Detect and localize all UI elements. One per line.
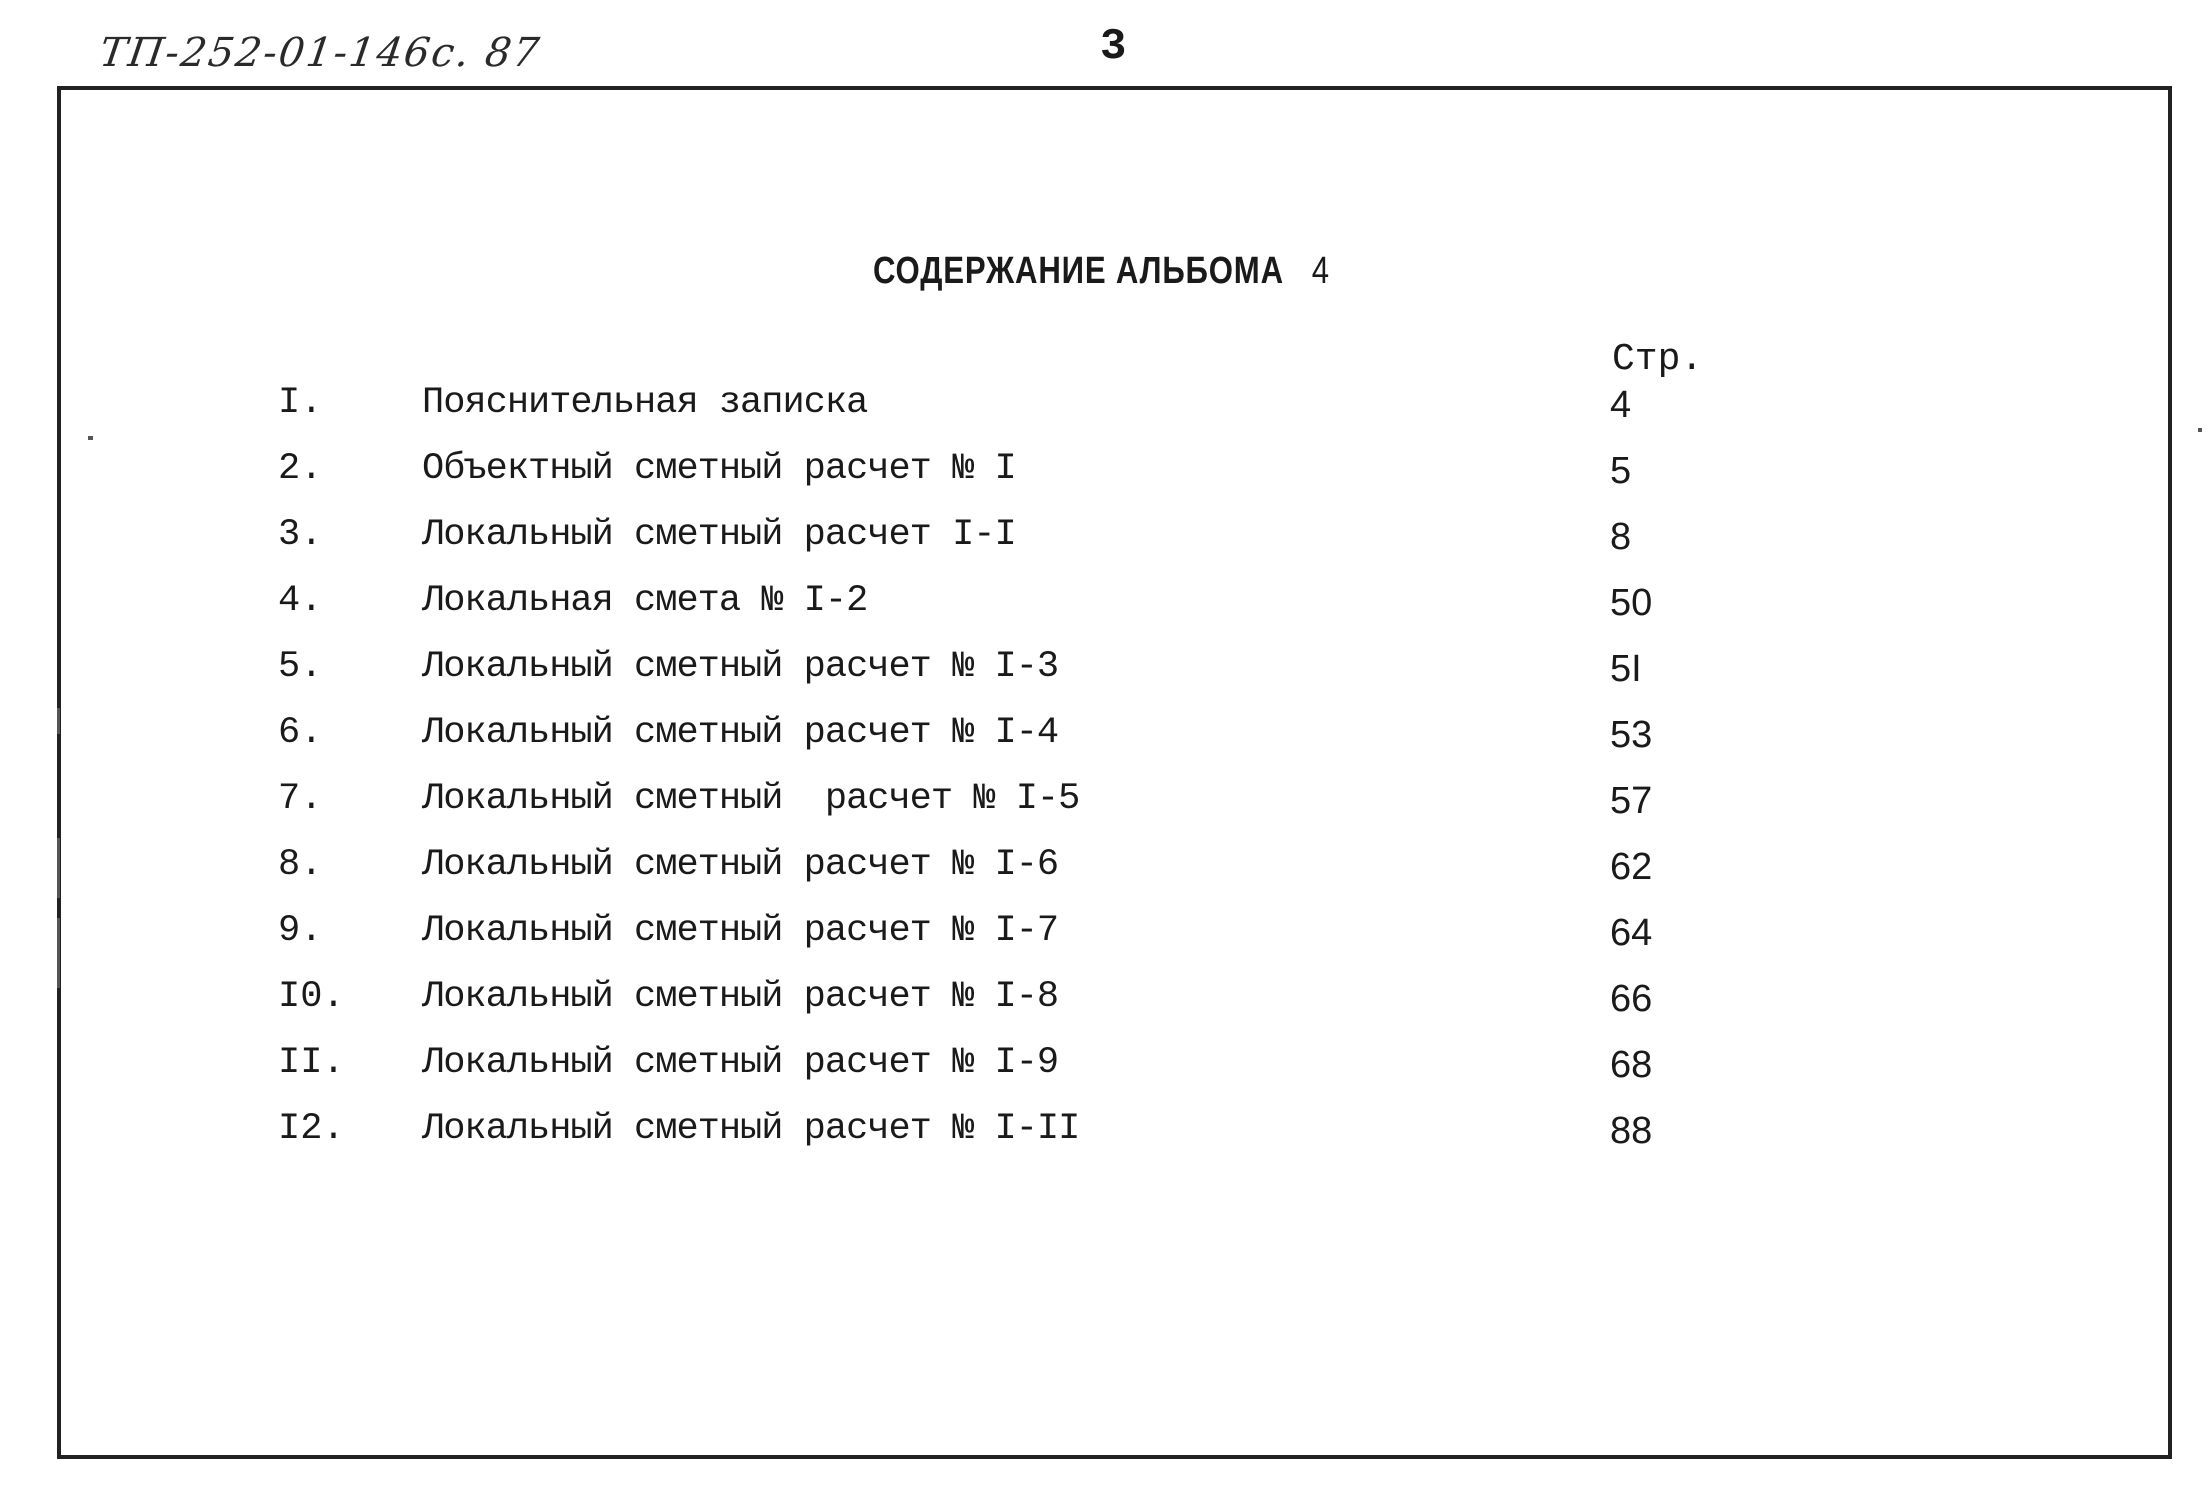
toc-item-number: 2. — [278, 448, 323, 490]
toc-item-page: 50 — [1610, 582, 1653, 624]
toc-row — [0, 580, 2212, 640]
toc-row — [0, 448, 2212, 508]
contents-title — [873, 250, 1330, 293]
toc-item-title: Локальный сметный расчет № I-5 — [422, 778, 1080, 820]
scan-mark — [57, 918, 60, 988]
toc-item-page: 5I — [1610, 648, 1642, 690]
toc-item-page: 68 — [1610, 1044, 1653, 1086]
toc-item-title: Локальный сметный расчет № I-6 — [422, 844, 1059, 886]
toc-item-page: 66 — [1610, 978, 1653, 1020]
toc-row — [0, 1042, 2212, 1102]
toc-item-page: 62 — [1610, 846, 1653, 888]
toc-item-page: 64 — [1610, 912, 1653, 954]
toc-item-number: 3. — [278, 514, 323, 556]
toc-item-number: 4. — [278, 580, 323, 622]
toc-item-title: Локальный сметный расчет I-I — [422, 514, 1016, 556]
toc-row — [0, 1108, 2212, 1168]
contents-title-text: СОДЕРЖАНИЕ АЛЬБОМА — [873, 250, 1284, 292]
scan-mark — [57, 838, 60, 898]
toc-item-number: 7. — [278, 778, 323, 820]
scan-mark — [2198, 428, 2202, 432]
toc-item-title: Пояснительная записка — [422, 382, 868, 424]
toc-row — [0, 910, 2212, 970]
toc-item-number: II. — [278, 1042, 345, 1084]
toc-item-title: Локальный сметный расчет № I-4 — [422, 712, 1059, 754]
toc-item-title: Локальный сметный расчет № I-9 — [422, 1042, 1059, 1084]
toc-item-number: I2. — [278, 1108, 345, 1150]
toc-row — [0, 514, 2212, 574]
scan-mark — [57, 708, 60, 734]
toc-item-title: Локальный сметный расчет № I-7 — [422, 910, 1059, 952]
document-code: ТП-252-01-146с. 87 — [96, 30, 544, 76]
toc-item-page: 5 — [1610, 450, 1632, 492]
scan-mark — [88, 436, 93, 440]
toc-item-number: I0. — [278, 976, 345, 1018]
toc-item-page: 4 — [1610, 384, 1632, 426]
toc-item-number: 5. — [278, 646, 323, 688]
toc-item-number: 9. — [278, 910, 323, 952]
toc-row — [0, 712, 2212, 772]
toc-row — [0, 382, 2212, 442]
page-column-header: Стр. — [1612, 338, 1704, 381]
toc-row — [0, 778, 2212, 838]
toc-item-title: Объектный сметный расчет № I — [422, 448, 1016, 490]
toc-item-title: Локальный сметный расчет № I-II — [422, 1108, 1080, 1150]
toc-item-page: 88 — [1610, 1110, 1653, 1152]
toc-item-number: I. — [278, 382, 323, 424]
toc-item-page: 57 — [1610, 780, 1653, 822]
toc-item-title: Локальный сметный расчет № I-8 — [422, 976, 1059, 1018]
toc-item-title: Локальная смета № I-2 — [422, 580, 868, 622]
album-number: 4 — [1311, 250, 1330, 292]
toc-item-title: Локальный сметный расчет № I-3 — [422, 646, 1059, 688]
toc-item-page: 8 — [1610, 516, 1632, 558]
toc-item-number: 8. — [278, 844, 323, 886]
toc-row — [0, 976, 2212, 1036]
toc-item-number: 6. — [278, 712, 323, 754]
page-number: 3 — [1100, 22, 1127, 72]
toc-row — [0, 646, 2212, 706]
toc-item-page: 53 — [1610, 714, 1653, 756]
toc-row — [0, 844, 2212, 904]
